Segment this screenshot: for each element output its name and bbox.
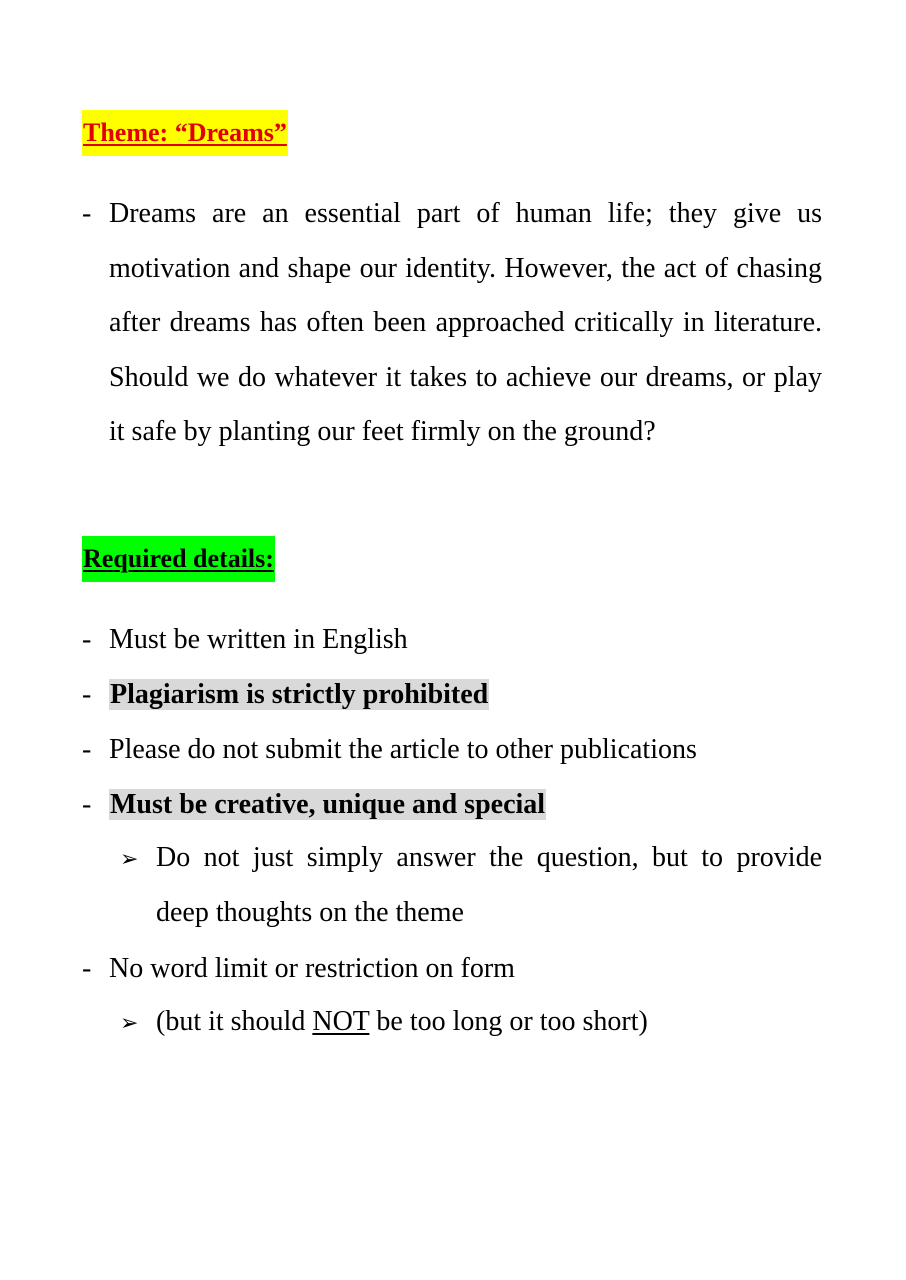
theme-heading: Theme: “Dreams”: [82, 110, 288, 156]
intro-paragraph: Dreams are an essential part of human life; they give us motivation and shape our identity. However, the act of chasing after dreams has often been approached critically in literature. Should we do whatever it takes to achieve our dreams, or play it safe by planting our feet firmly on the ground?: [109, 198, 822, 448]
bullet-dash: -: [82, 789, 92, 820]
word-limit-sub-text-after: be too long or too short): [369, 1006, 648, 1037]
requirement-publications: Please do not submit the article to other publications: [109, 734, 697, 765]
bullet-dash: -: [82, 734, 92, 765]
bullet-dash: -: [82, 198, 92, 229]
bullet-dash: -: [82, 679, 92, 710]
bullet-dash: -: [82, 953, 92, 984]
word-limit-sub-emphasis: NOT: [312, 1006, 370, 1037]
requirement-plagiarism: Plagiarism is strictly prohibited: [110, 679, 489, 710]
requirement-word-limit: No word limit or restriction on form: [109, 953, 515, 984]
requirement-creative-sub: Do not just simply answer the question, but to provide deep thoughts on the theme: [156, 842, 822, 928]
requirement-english: Must be written in English: [109, 624, 408, 655]
arrow-bullet-icon: ➢: [120, 847, 139, 872]
arrow-bullet-icon: ➢: [120, 1011, 139, 1036]
required-details-heading: Required details:: [82, 536, 275, 582]
bullet-dash: -: [82, 624, 92, 655]
word-limit-sub-text-before: (but it should: [156, 1006, 313, 1037]
requirement-creative: Must be creative, unique and special: [110, 789, 546, 820]
requirement-word-limit-sub: [156, 995, 648, 1050]
